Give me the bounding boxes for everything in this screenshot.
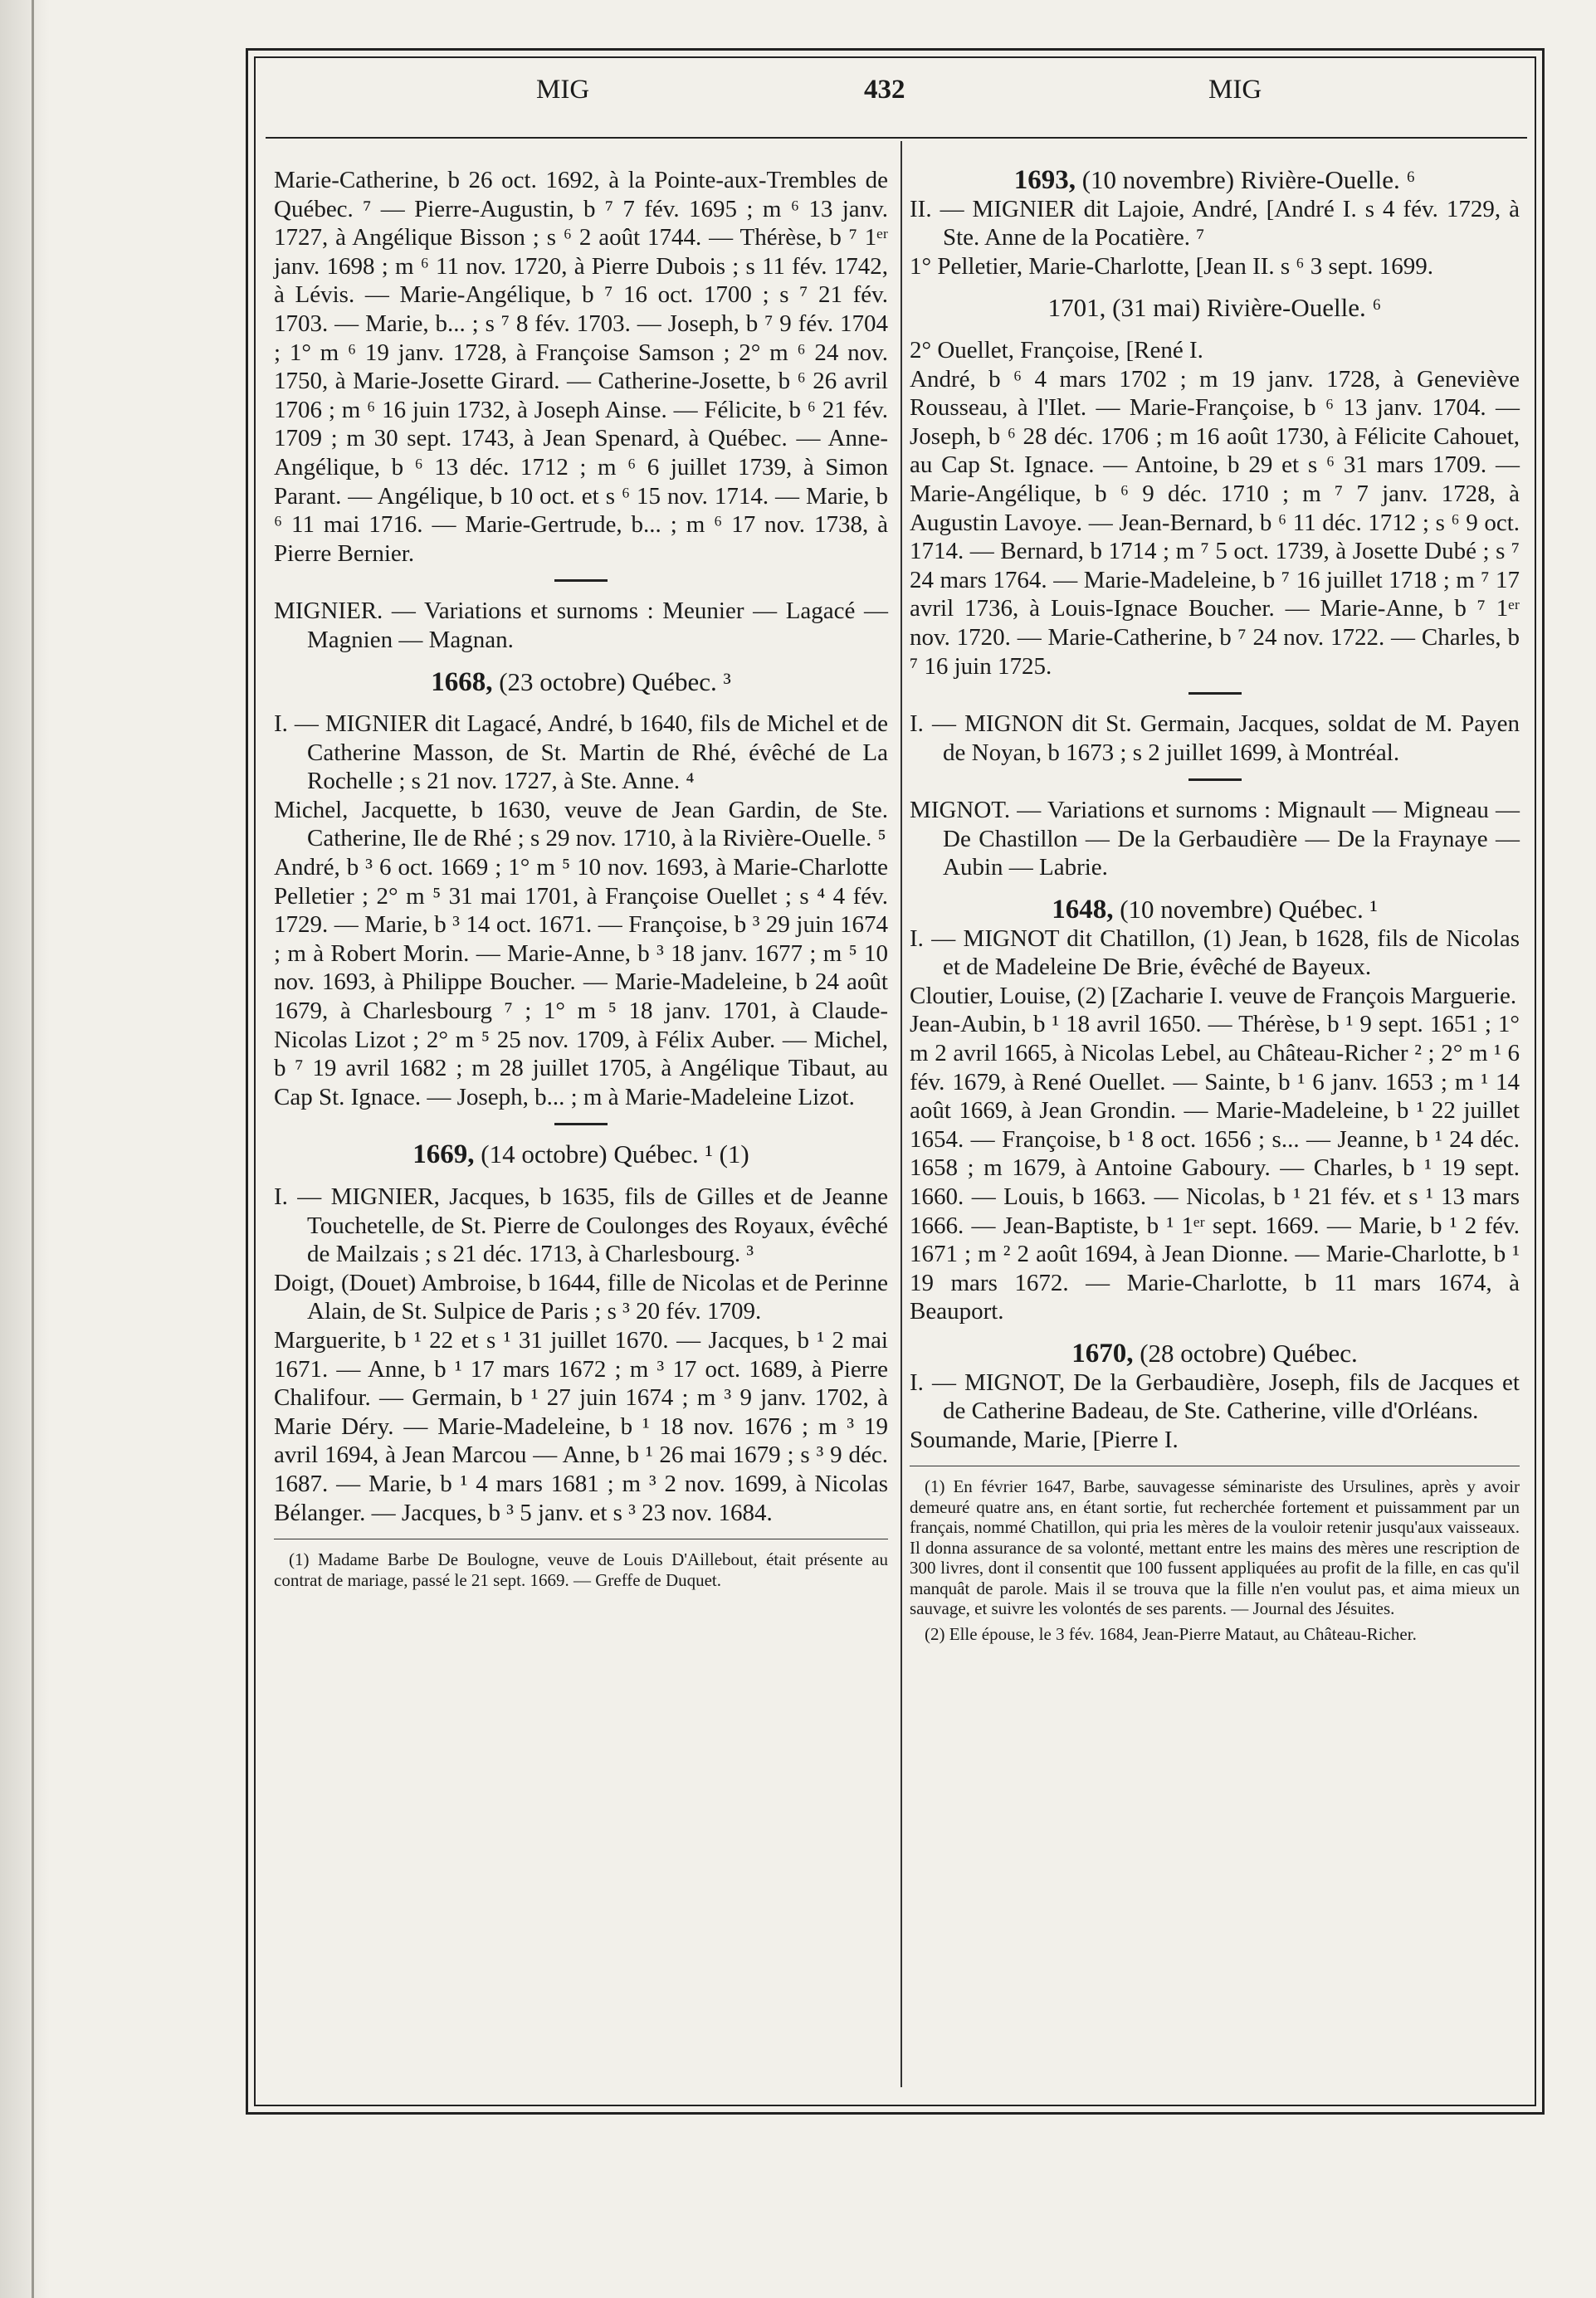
husband-entry: I. — MIGNOT, De la Gerbaudière, Joseph, fils de Jacques et de Catherine Badeau, de Ste. Catherine, ville d'Orléans. [910,1369,1520,1425]
marriage-year: 1668, [431,666,493,697]
marriage-heading [274,1140,888,1169]
wife-entry: Soumande, Marie, [Pierre I. [910,1426,1179,1453]
mignon-entry: I. — MIGNON dit St. Germain, Jacques, soldat de M. Payen de Noyan, b 1673 ; s 2 juillet 1699, à Montréal. [910,710,1520,766]
page-number: 432 [864,75,905,105]
section-separator [1188,778,1242,781]
husband-entry: I. — MIGNIER dit Lagacé, André, b 1640, fils de Michel et de Catherine Masson, de St. Martin de Rhé, évêché de La Rochelle ; s 21 nov. 1727, à Ste. Anne. ⁴ [274,710,888,795]
marriage-year: 1670, [1071,1338,1134,1369]
marriage-heading [274,668,888,697]
footnote: (1) En février 1647, Barbe, sauvagesse séminariste des Ursulines, après y avoir demeuré quatre ans, en étant sortie, fut recherchée fortement et puissamment par un français, nommé Chatillon, qui pria les mères de la vouloir retenir jusqu'aux vaisseaux. Il donna assurance de sa volonté, mettant entre les mains des mères une rescription de 300 livres, dont il consentit que 100 fussent appliquées au profit de la fille, en cas qu'il manquât de parole. Mais il se trouva que la fille n'en voulut pas, et aima mieux un sauvage, et suivre les volontés de ses parents. — Journal des Jésuites. [910,1476,1520,1619]
page-binding-shadow [0,0,50,2298]
header-rule [266,137,1527,139]
continued-entry: Marie-Catherine, b 26 oct. 1692, à la Pointe-aux-Trembles de Québec. ⁷ — Pierre-Augustin, b ⁷ 7 fév. 1695 ; m ⁶ 13 janv. 1727, à Angélique Bisson ; s ⁶ 2 août 1744. — Thérèse, b ⁷ 1ᵉʳ janv. 1698 ; m ⁶ 11 nov. 1720, à Pierre Dubois ; s 11 fév. 1742, à Lévis. — Marie-Angélique, b ⁷ 16 oct. 1700 ; s ⁷ 21 fév. 1703. — Marie, b... ; s ⁷ 8 fév. 1703. — Joseph, b ⁷ 9 fév. 1704 ; 1° m ⁶ 19 janv. 1728, à Françoise Samson ; 2° m ⁶ 24 nov. 1750, à Marie-Josette Girard. — Catherine-Josette, b ⁶ 26 avril 1706 ; m ⁶ 16 juin 1732, à Joseph Ainse. — Félicite, b ⁶ 21 fév. 1709 ; m 30 sept. 1743, à Jean Spenard, à Québec. — Anne-Angélique, b ⁶ 13 déc. 1712 ; m ⁶ 6 juillet 1739, à Simon Parant. — Angélique, b 10 oct. et s ⁶ 15 nov. 1714. — Marie, b ⁶ 11 mai 1716. — Marie-Gertrude, b... ; m ⁶ 17 nov. 1738, à Pierre Bernier. [274,167,888,567]
husband-entry: II. — MIGNIER dit Lajoie, André, [André I. s 4 fév. 1729, à Ste. Anne de la Pocatière. ⁷ [910,195,1520,251]
section-separator [554,1123,608,1125]
marriage-heading [910,1339,1520,1369]
marriage-year: 1648, [1052,895,1114,925]
marriage-place: (10 novembre) Rivière-Ouelle. ⁶ [1075,165,1416,194]
husband-entry: I. — MIGNOT dit Chatillon, (1) Jean, b 1628, fils de Nicolas et de Madeleine De Brie, évêché de Bayeux. [910,925,1520,981]
marriage-place: (23 octobre) Québec. ³ [492,666,731,696]
marriage-place: (10 novembre) Québec. ¹ [1113,895,1378,925]
right-column [910,166,1520,1649]
header-left-word: MIG [536,75,590,105]
section-separator [1188,692,1242,695]
footnotes [274,1549,888,1590]
marriage-heading: 1701, (31 mai) Rivière-Ouelle. ⁶ [1047,293,1382,323]
children-entry: Marguerite, b ¹ 22 et s ¹ 31 juillet 1670. — Jacques, b ¹ 2 mai 1671. — Anne, b ¹ 17 mars 1672 ; m ³ 17 oct. 1689, à Pierre Chalifour. — Germain, b ¹ 27 juin 1674 ; m ³ 9 janv. 1702, à Marie Déry. — Marie-Madeleine, b ¹ 18 nov. 1676 ; m ³ 19 avril 1694, à Jean Marcou — Anne, b ¹ 26 mai 1679 ; s ³ 9 déc. 1687. — Marie, b ¹ 4 mars 1681 ; m ³ 2 nov. 1699, à Nicolas Bélanger. — Jacques, b ³ 5 janv. et s ³ 23 nov. 1684. [274,1326,888,1526]
footnote: (1) Madame Barbe De Boulogne, veuve de Louis D'Aillebout, était présente au contrat de mariage, passé le 21 sept. 1669. — Greffe de Duquet. [274,1549,888,1590]
column-divider [900,141,902,2087]
children-entry: André, b ⁶ 4 mars 1702 ; m 19 janv. 1728, à Geneviève Rousseau, à l'Ilet. — Marie-Françoise, b ⁶ 13 janv. 1704. — Joseph, b ⁶ 28 déc. 1706 ; m 16 août 1730, à Félicite Cahouet, au Cap St. Ignace. — Antoine, b 29 et s ⁶ 31 mars 1709. — Marie-Angélique, b ⁶ 9 déc. 1710 ; m ⁷ 7 janv. 1728, à Augustin Lavoye. — Jean-Bernard, b ⁶ 11 déc. 1712 ; s ⁶ 9 oct. 1714. — Bernard, b 1714 ; m ⁷ 5 oct. 1739, à Josette Dubé ; s ⁷ 24 mars 1764. — Marie-Madeleine, b ⁷ 16 juillet 1718 ; m ⁷ 17 avril 1736, à Louis-Ignace Boucher. — Marie-Anne, b ⁷ 1ᵉʳ nov. 1720. — Marie-Catherine, b ⁷ 24 nov. 1722. — Charles, b ⁷ 16 juin 1725. [910,365,1520,680]
footnote: (2) Elle épouse, le 3 fév. 1684, Jean-Pierre Mataut, au Château-Richer. [925,1623,1417,1644]
wife-entry: Cloutier, Louise, (2) [Zacharie I. veuve de François Marguerie. [910,982,1517,1009]
marriage-place: (28 octobre) Québec. [1133,1338,1358,1368]
running-header [254,75,1536,116]
footnotes [910,1476,1520,1644]
children-entry: André, b ³ 6 oct. 1669 ; 1° m ⁵ 10 nov. 1693, à Marie-Charlotte Pelletier ; 2° m ⁵ 31 mai 1701, à Françoise Ouellet ; s ⁴ 4 fév. 1729. — Marie, b ³ 14 oct. 1671. — Françoise, b ³ 29 juin 1674 ; m à Robert Morin. — Marie-Anne, b ³ 18 janv. 1677 ; m ⁵ 10 nov. 1693, à Philippe Boucher. — Marie-Madeleine, b 24 août 1679, à Charlesbourg ⁷ ; 1° m ⁵ 18 janv. 1701, à Claude-Nicolas Lizot ; 2° m ⁵ 25 nov. 1709, à Félix Auber. — Michel, b ⁷ 19 avril 1682 ; m 28 juillet 1705, à Angélique Tibaut, au Cap St. Ignace. — Joseph, b... ; m à Marie-Madeleine Lizot. [274,854,888,1110]
marriage-heading [910,895,1520,925]
marriage-year: 1669, [412,1139,475,1170]
marriage-year: 1693, [1013,165,1076,195]
children-entry: Jean-Aubin, b ¹ 18 avril 1650. — Thérèse, b ¹ 9 sept. 1651 ; 1° m 2 avril 1665, à Nicolas Lebel, au Château-Richer ² ; 2° m ¹ 6 fév. 1679, à René Ouellet. — Sainte, b ¹ 6 janv. 1653 ; m ¹ 14 août 1669, à Jean Grondin. — Marie-Madeleine, b ¹ 22 juillet 1654. — Françoise, b ¹ 8 oct. 1656 ; s... — Jeanne, b ¹ 24 déc. 1658 ; m 1679, à Antoine Gaboury. — Charles, b ¹ 19 sept. 1660. — Louis, b 1663. — Nicolas, b ¹ 21 fév. et s ¹ 13 mars 1666. — Jean-Baptiste, b ¹ 1ᵉʳ sept. 1669. — Marie, b ¹ 2 fév. 1671 ; m ² 2 août 1694, à Jean Dionne. — Marie-Charlotte, b ¹ 19 mars 1672. — Marie-Charlotte, b 11 mars 1674, à Beauport. [910,1011,1520,1325]
variations-entry: MIGNOT. — Variations et surnoms : Mignault — Migneau — De Chastillon — De la Gerbaudière — De la Fraynaye — Aubin — Labrie. [910,797,1520,881]
husband-entry: I. — MIGNIER, Jacques, b 1635, fils de Gilles et de Jeanne Touchetelle, de St. Pierre de Coulonges des Royaux, évêché de Mailzais ; s 21 déc. 1713, à Charlesbourg. ³ [274,1183,888,1268]
variations-entry: MIGNIER. — Variations et surnoms : Meunier — Lagacé — Magnien — Magnan. [274,598,888,653]
header-right-word: MIG [1208,75,1262,105]
wife-entry: 2° Ouellet, Françoise, [René I. [910,336,1203,363]
wife-entry: Doigt, (Douet) Ambroise, b 1644, fille de Nicolas et de Perinne Alain, de St. Sulpice de Paris ; s ³ 20 fév. 1709. [274,1269,888,1325]
wife-entry: 1° Pelletier, Marie-Charlotte, [Jean II. s ⁶ 3 sept. 1699. [910,252,1433,280]
binding-edge-line [32,0,34,2298]
section-separator [554,579,608,582]
marriage-heading [910,166,1520,195]
left-column [274,166,888,1595]
wife-entry: Michel, Jacquette, b 1630, veuve de Jean Gardin, de Ste. Catherine, Ile de Rhé ; s 29 nov. 1710, à la Rivière-Ouelle. ⁵ [274,796,888,852]
marriage-place: (14 octobre) Québec. ¹ (1) [474,1139,749,1169]
